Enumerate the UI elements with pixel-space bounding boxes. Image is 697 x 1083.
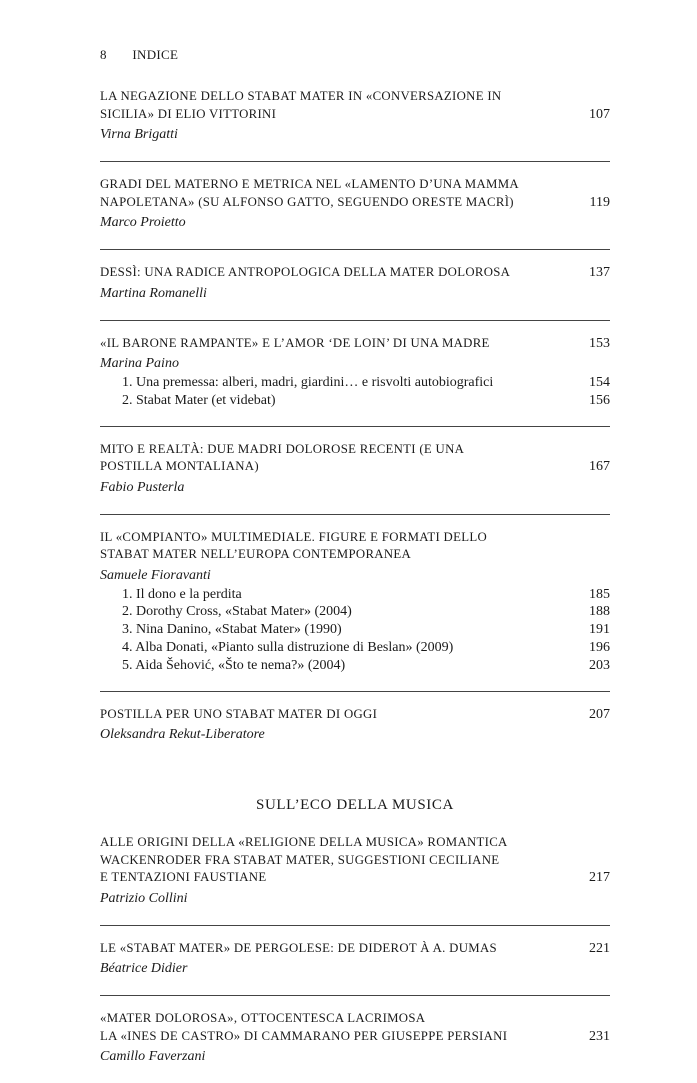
entry-title xyxy=(100,264,580,282)
subsection-title: 2. Stabat Mater (et videbat) xyxy=(122,392,276,408)
entry-author: Oleksandra Rekut-Liberatore xyxy=(100,727,265,743)
toc-entry xyxy=(100,1010,610,1083)
toc-entry xyxy=(100,335,610,427)
subsection-title: 1. Una premessa: alberi, madri, giardini… e risvolti autobiografici xyxy=(122,375,494,390)
entry-title-row xyxy=(100,88,610,123)
subsection-row xyxy=(100,657,610,675)
entry-author: Fabio Pusterla xyxy=(100,479,185,495)
entry-title-line: LA NEGAZIONE DELLO STABAT MATER IN «CONVERSAZIONE IN xyxy=(100,89,502,103)
entry-author: Marco Proietto xyxy=(100,215,186,230)
entry-page-number: 231 xyxy=(589,1028,610,1044)
entry-title xyxy=(100,176,580,211)
entry-title-row xyxy=(100,706,610,724)
subsection-title: 1. Il dono e la perdita xyxy=(122,586,242,602)
subsection-title: 4. Alba Donati, «Pianto sulla distruzione di Beslan» (2009) xyxy=(122,639,454,655)
entry-page-number: 153 xyxy=(589,335,610,351)
entry-title-line: MITO E REALTÀ: DUE MADRI DOLOROSE RECENTI (E UNA xyxy=(100,441,465,456)
entry-title-line: NAPOLETANA» (SU ALFONSO GATTO, SEGUENDO ORESTE MACRÌ) xyxy=(100,194,514,209)
subsection-page-number: 185 xyxy=(589,586,610,602)
subsection-title: 2. Dorothy Cross, «Stabat Mater» (2004) xyxy=(122,604,352,620)
entry-title-line: «IL BARONE RAMPANTE» E L’AMOR ‘DE LOIN’ DI UNA MADRE xyxy=(100,335,490,350)
entry-title-row xyxy=(100,441,610,476)
subsection-title: 5. Aida Šehović, «Što te nema?» (2004) xyxy=(122,657,346,673)
entry-author: Camillo Faverzani xyxy=(100,1049,206,1065)
entry-author: Virna Brigatti xyxy=(100,127,178,142)
entry-page-number: 207 xyxy=(589,706,610,722)
toc-part-2 xyxy=(100,834,610,1083)
subsection-row xyxy=(100,586,610,604)
entry-author: Martina Romanelli xyxy=(100,285,207,301)
entry-title-line: «MATER DOLOROSA», OTTOCENTESCA LACRIMOSA xyxy=(100,1011,426,1026)
subsection-page-number: 203 xyxy=(589,657,610,673)
entry-author: Patrizio Collini xyxy=(100,890,188,906)
entry-title-row xyxy=(100,529,610,564)
section-heading: SULL’ECO DELLA MUSICA xyxy=(256,797,454,814)
toc-entry xyxy=(100,834,610,926)
entry-page-number: 119 xyxy=(589,194,610,210)
entry-title xyxy=(100,88,580,123)
subsection-title: 3. Nina Danino, «Stabat Mater» (1990) xyxy=(122,622,342,638)
subsection-row xyxy=(100,639,610,657)
entry-title-line: LE «STABAT MATER» DE PERGOLESE: DE DIDEROT À A. DUMAS xyxy=(100,940,497,955)
toc-entry xyxy=(100,441,610,515)
entry-title-row xyxy=(100,335,610,353)
entry-title-line: POSTILLA MONTALIANA) xyxy=(100,459,259,474)
entry-title-row xyxy=(100,940,610,958)
entry-page-number: 107 xyxy=(589,106,610,122)
entry-title-line: E TENTAZIONI FAUSTIANE xyxy=(100,870,267,885)
subsection-row xyxy=(100,374,610,392)
entry-title-line: ALLE ORIGINI DELLA «RELIGIONE DELLA MUSICA» ROMANTICA xyxy=(100,835,508,850)
entry-title-row xyxy=(100,1010,610,1045)
entry-title xyxy=(100,1010,580,1045)
entry-title-line: GRADI DEL MATERNO E METRICA NEL «LAMENTO D’UNA MAMMA xyxy=(100,177,519,191)
entry-page-number: 221 xyxy=(589,940,610,956)
entry-title xyxy=(100,706,580,724)
toc-entry xyxy=(100,264,610,321)
subsection-row xyxy=(100,392,610,410)
running-head xyxy=(100,47,178,63)
entry-title-row xyxy=(100,834,610,887)
entry-title-line: IL «COMPIANTO» MULTIMEDIALE. FIGURE E FORMATI DELLO xyxy=(100,529,487,544)
entry-title-line: STABAT MATER NELL’EUROPA CONTEMPORANEA xyxy=(100,547,412,562)
entry-author: Béatrice Didier xyxy=(100,961,188,977)
entry-title-row xyxy=(100,264,610,282)
subsection-page-number: 156 xyxy=(589,392,610,408)
subsection-page-number: 188 xyxy=(589,604,610,620)
entry-title xyxy=(100,834,580,887)
entry-title xyxy=(100,529,580,564)
subsection-row xyxy=(100,603,610,621)
entry-title-line: WACKENRODER FRA STABAT MATER, SUGGESTIONI CECILIANE xyxy=(100,852,500,867)
toc-entry xyxy=(100,88,610,162)
entry-page-number: 217 xyxy=(589,870,610,886)
entry-author: Marina Paino xyxy=(100,356,179,371)
toc-entry xyxy=(100,529,610,692)
entry-page-number: 167 xyxy=(589,459,610,475)
running-head-title: INDICE xyxy=(132,47,179,62)
entry-title xyxy=(100,940,580,958)
entry-title-line: POSTILLA PER UNO STABAT MATER DI OGGI xyxy=(100,706,378,721)
subsection-row xyxy=(100,621,610,639)
subsection-page-number: 191 xyxy=(589,622,610,638)
entry-title xyxy=(100,441,580,476)
table-of-contents xyxy=(100,88,610,1083)
toc-entry xyxy=(100,706,610,762)
entry-title-line: SICILIA» DI ELIO VITTORINI xyxy=(100,106,277,121)
entry-page-number: 137 xyxy=(589,265,610,280)
entry-title xyxy=(100,335,580,353)
entry-title-row xyxy=(100,176,610,211)
subsection-page-number: 196 xyxy=(589,639,610,655)
toc-part-1 xyxy=(100,88,610,761)
toc-entry xyxy=(100,176,610,250)
entry-author: Samuele Fioravanti xyxy=(100,567,211,583)
subsection-page-number: 154 xyxy=(589,375,610,390)
page-number: 8 xyxy=(100,47,107,62)
toc-entry xyxy=(100,940,610,997)
entry-title-line: LA «INES DE CASTRO» DI CAMMARANO PER GIUSEPPE PERSIANI xyxy=(100,1028,508,1043)
entry-title-line: DESSÌ: UNA RADICE ANTROPOLOGICA DELLA MATER DOLOROSA xyxy=(100,265,511,279)
